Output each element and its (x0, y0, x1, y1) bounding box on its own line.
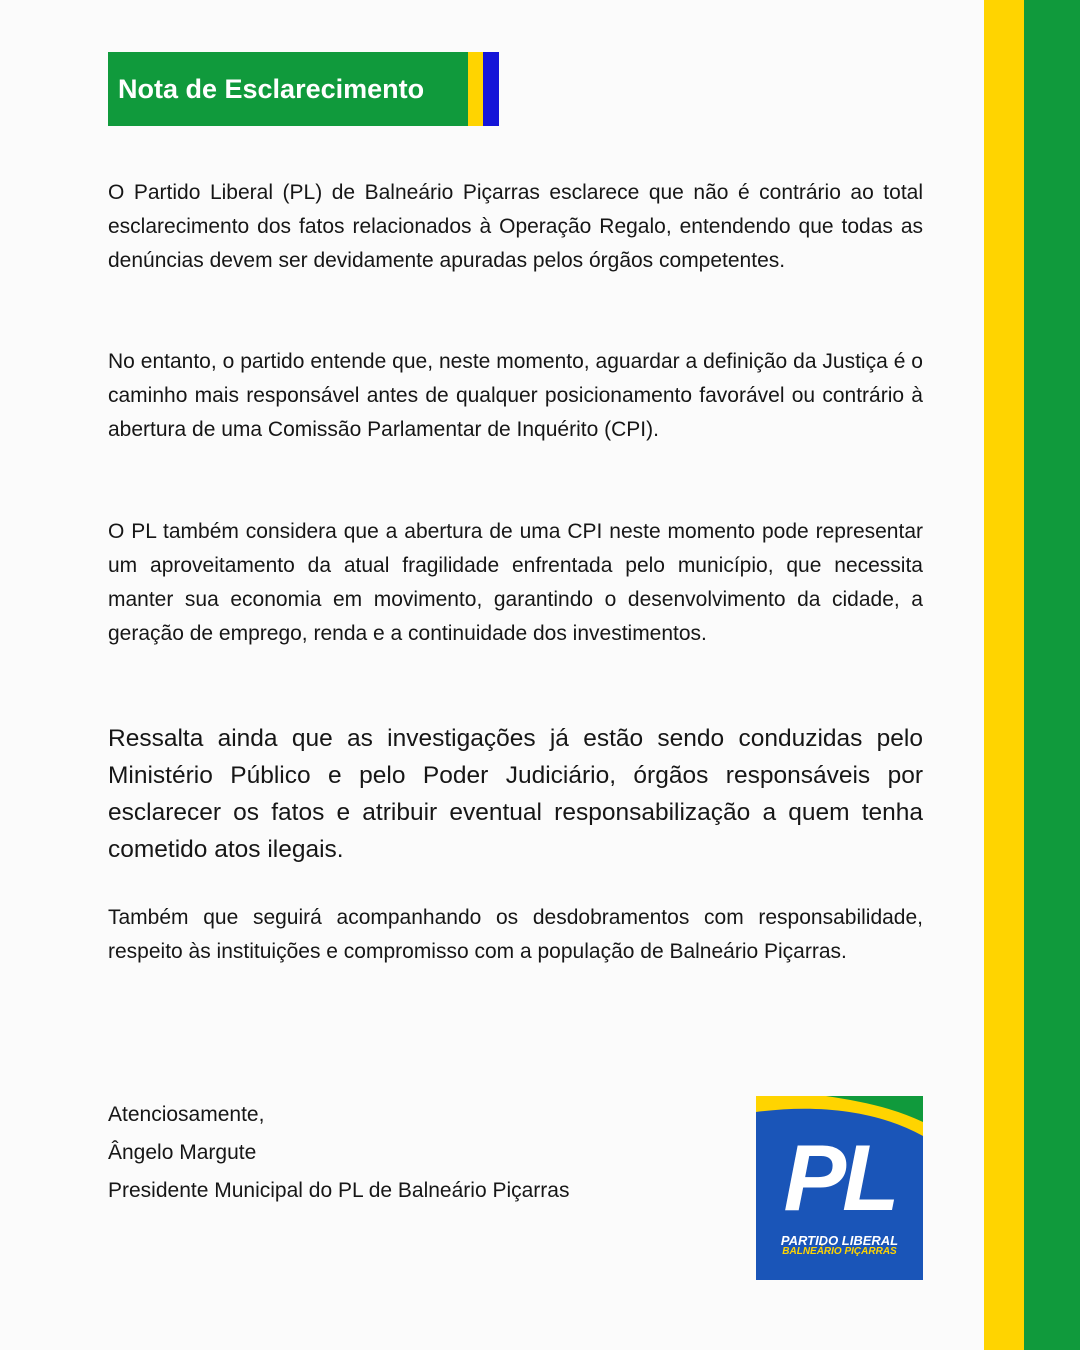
paragraph-4: Ressalta ainda que as investigações já estão sendo conduzidas pelo Ministério Público e pelo Poder Judiciário, órgãos responsáveis por esclarecer os fatos e atribuir eventual responsabilização a quem tenha cometido atos ilegais. (108, 725, 923, 863)
party-logo (756, 1096, 923, 1280)
signature-closing: Atenciosamente, (108, 1103, 265, 1126)
title-accent-blue (483, 52, 499, 126)
signature-role: Presidente Municipal do PL de Balneário Piçarras (108, 1179, 570, 1202)
paragraph-5: Também que seguirá acompanhando os desdobramentos com responsabilidade, respeito às instituições e compromisso com a população de Balneário Piçarras. (108, 906, 923, 963)
paragraph-2: No entanto, o partido entende que, neste momento, aguardar a definição da Justiça é o caminho mais responsável antes de qualquer posicionamento favorável ou contrário à abertura de uma Comissão Parlamentar de Inquérito (CPI). (108, 350, 923, 441)
logo-mark: PL (783, 1125, 896, 1230)
side-stripe-yellow (984, 0, 1024, 1350)
paragraph-1: O Partido Liberal (PL) de Balneário Piçarras esclarece que não é contrário ao total esclarecimento dos fatos relacionados à Operação Regalo, entendendo que todas as denúncias devem ser devidamente apuradas pelos órgãos competentes. (108, 181, 923, 272)
signature-name: Ângelo Margute (108, 1141, 257, 1164)
title-banner (108, 52, 499, 126)
paragraph-3: O PL também considera que a abertura de uma CPI neste momento pode representar um aproveitamento da atual fragilidade enfrentada pelo município, que necessita manter sua economia em movimento, garantindo o desenvolvimento da cidade, a geração de emprego, renda e a continuidade dos investimentos. (108, 520, 923, 645)
logo-city-name: BALNEÁRIO PIÇARRAS (782, 1246, 897, 1257)
page-title: Nota de Esclarecimento (118, 74, 425, 104)
side-stripe-green (1024, 0, 1080, 1350)
title-accent-yellow (468, 52, 483, 126)
logo-party-name: PARTIDO LIBERAL (780, 1233, 899, 1248)
